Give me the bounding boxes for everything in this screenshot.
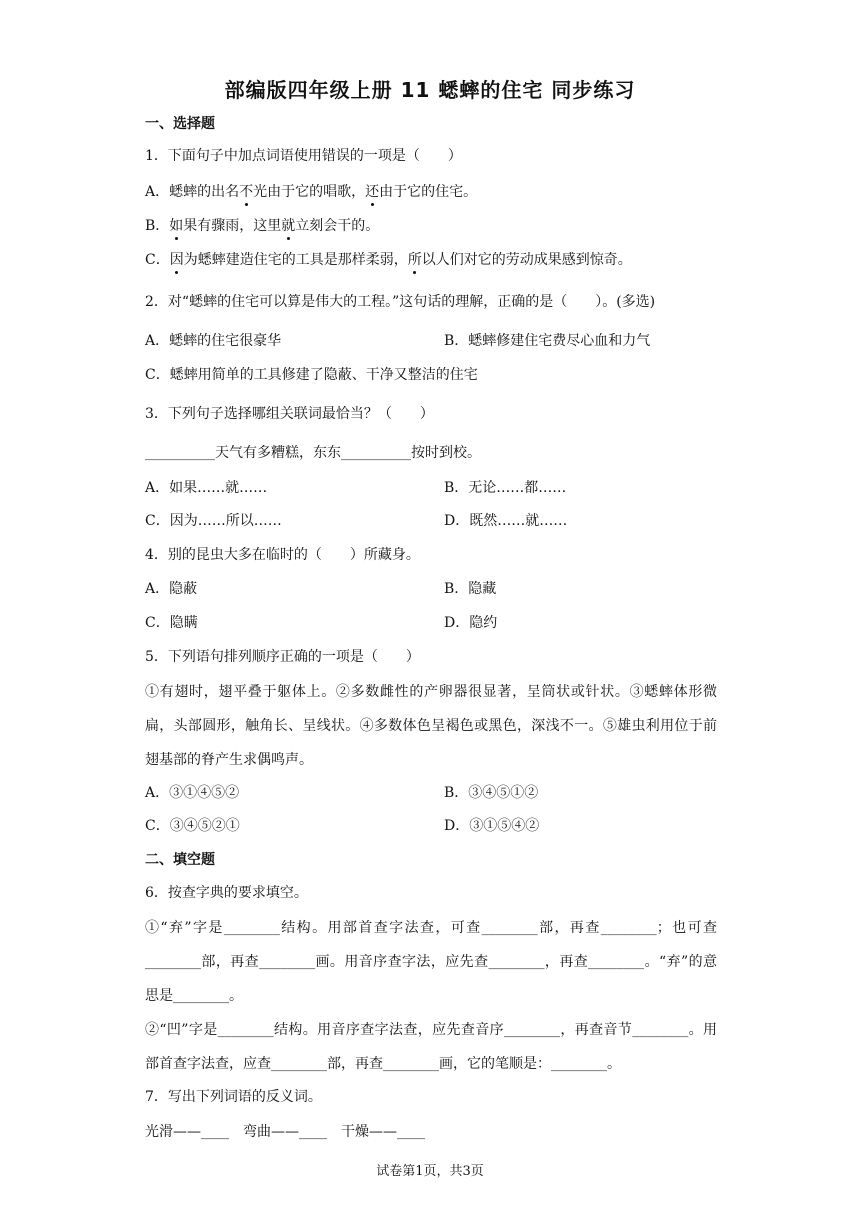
question-2-option-b: B．蟋蟀修建住宅费尽心血和力气	[444, 333, 651, 349]
page-title: 部编版四年级上册 11 蟋蟀的住宅 同步练习	[224, 78, 636, 102]
question-2-option-a: A．蟋蟀的住宅很豪华	[145, 333, 282, 349]
question-5-passage: ①有翅时，翅平叠于躯体上。②多数雌性的产卵器很显著，呈筒状或针状。③蟋蟀体形微扁，头部圆形，触角长、呈线状。④多数体色呈褐色或黑色，深浅不一。⑤雄虫利用位于前翅基部的脊产生求偶鸣声。	[145, 684, 717, 768]
emphasis-dot-char: 还	[365, 184, 380, 200]
question-5-option-d: D．③①⑤④②	[444, 818, 540, 834]
question-4-option-b: B．隐藏	[444, 581, 497, 597]
question-2-stem: 2．对“蟋蟀的住宅可以算是伟大的工程。”这句话的理解，正确的是（ ）。(多选)	[145, 294, 656, 310]
question-4-option-c: C．隐瞒	[145, 615, 198, 631]
question-7-answer-line: 光滑——____ 弯曲——____ 干燥——____	[145, 1124, 425, 1140]
option-text: 光由于它的唱歌，	[253, 184, 366, 200]
question-6-part-1: ①“弃”字是________结构。用部首查字法查，可查________部，再查________；也可查________部，再查________画。用音序查字法，应先查________，再查________。“弃”的意思是________。	[145, 920, 717, 1004]
question-3-option-d: D．既然……就……	[444, 513, 568, 529]
emphasis-dot-char: 所	[407, 252, 422, 268]
question-5-option-b: B．③④⑤①②	[444, 785, 539, 801]
question-5-option-c: C．③④⑤②①	[145, 818, 240, 834]
emphasis-dot-char: 就	[281, 218, 296, 234]
option-text: B．	[145, 218, 170, 234]
question-3-stem: 3．下列句子选择哪组关联词最恰当？（ ）	[145, 406, 434, 422]
section-heading-fill-in: 二、填空题	[145, 852, 215, 868]
page-footer: 试卷第1页，共3页	[376, 1164, 484, 1179]
option-text: 以人们对它的劳动成果感到惊奇。	[421, 252, 632, 268]
option-text: 由于它的住宅。	[379, 184, 478, 200]
option-text: 果有骤雨，这里	[183, 218, 282, 234]
question-6-stem: 6．按查字典的要求填空。	[145, 885, 308, 901]
section-heading-choice: 一、选择题	[145, 116, 215, 132]
question-3-sentence: __________天气有多糟糕，东东__________按时到校。	[145, 445, 481, 461]
question-3-option-b: B．无论……都……	[444, 480, 567, 496]
option-text: A．蟋蟀的出名	[145, 184, 240, 200]
option-text: 为蟋蟀建造住宅的工具是那样柔弱，	[183, 252, 408, 268]
question-5-stem: 5．下列语句排列顺序正确的一项是（ ）	[145, 649, 420, 665]
question-2-option-c: C．蟋蟀用简单的工具修建了隐蔽、干净又整洁的住宅	[145, 367, 478, 383]
emphasis-dot-char: 不	[239, 184, 254, 200]
option-text: C．	[145, 252, 170, 268]
question-3-option-a: A．如果……就……	[145, 480, 268, 496]
option-text: 立刻会干的。	[295, 218, 380, 234]
question-7-stem: 7．写出下列词语的反义词。	[145, 1089, 322, 1105]
question-3-option-c: C．因为……所以……	[145, 513, 282, 529]
question-1-option-c	[145, 250, 632, 270]
question-4-stem: 4．别的昆虫大多在临时的（ ）所藏身。	[145, 547, 420, 563]
question-5-option-a: A．③①④⑤②	[145, 785, 240, 801]
emphasis-dot-char: 因	[169, 252, 184, 268]
question-1-stem: 1．下面句子中加点词语使用错误的一项是（ ）	[145, 148, 462, 164]
question-6-part-2: ②“凹”字是________结构。用音序查字法查，应先查音序________，再查音节________。用部首查字法查，应查________部，再查________画，它的笔顺是：________。	[145, 1022, 717, 1072]
question-4-option-a: A．隐蔽	[145, 581, 198, 597]
question-1-option-b	[145, 216, 379, 236]
emphasis-dot-char: 如	[169, 218, 184, 234]
question-4-option-d: D．隐约	[444, 615, 498, 631]
question-1-option-a	[145, 182, 477, 202]
